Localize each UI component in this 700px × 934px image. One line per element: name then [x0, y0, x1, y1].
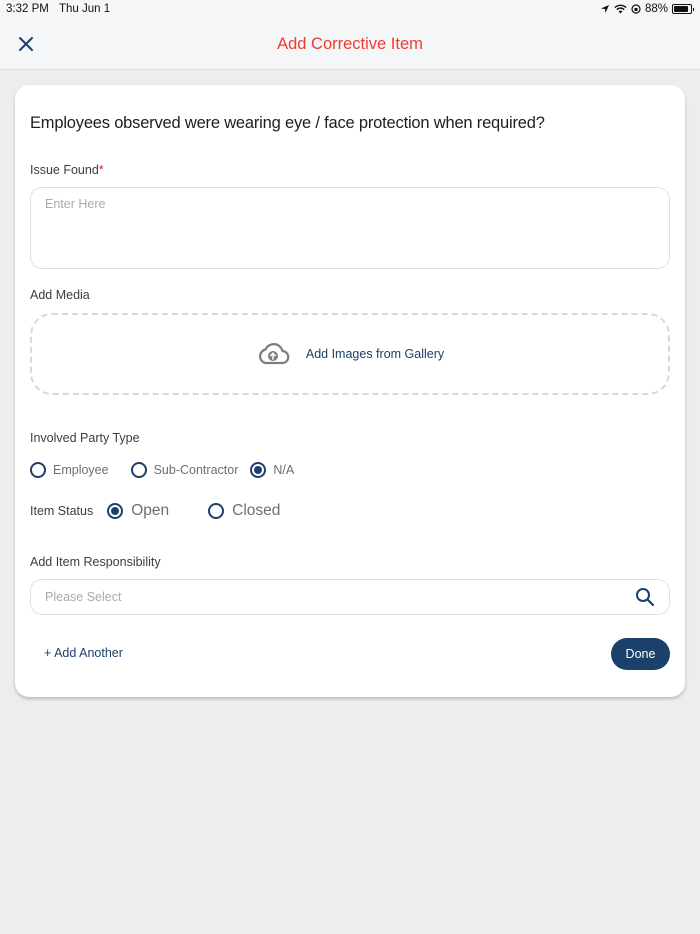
status-indicators	[600, 3, 692, 15]
responsibility-placeholder: Please Select	[45, 590, 122, 604]
status-bar	[0, 0, 700, 20]
radio-employee[interactable]	[30, 462, 109, 478]
radio-circle-icon	[30, 462, 46, 478]
issue-found-input[interactable]	[30, 187, 670, 269]
radio-na[interactable]	[250, 462, 294, 478]
header-bar	[0, 20, 700, 70]
radio-open[interactable]	[107, 502, 169, 520]
radio-checked-icon	[250, 462, 266, 478]
radio-checked-icon	[107, 503, 123, 519]
battery-icon	[672, 4, 692, 14]
location-icon	[600, 4, 610, 14]
status-date: Thu Jun 1	[59, 3, 111, 15]
add-another-button[interactable]: + Add Another	[44, 646, 123, 660]
radio-na-label: N/A	[273, 463, 295, 477]
add-images-label: Add Images from Gallery	[305, 347, 445, 361]
radio-open-label: Open	[131, 502, 170, 519]
radio-circle-icon	[208, 503, 224, 519]
radio-sub-contractor-label: Sub-Contractor	[153, 463, 239, 477]
corrective-item-card	[15, 85, 685, 697]
item-status-label: Item Status	[30, 504, 94, 518]
radio-employee-label: Employee	[53, 463, 109, 477]
cloud-upload-icon	[256, 342, 290, 366]
orientation-lock-icon	[631, 4, 641, 14]
required-marker: *	[98, 163, 104, 177]
item-status-row	[30, 502, 280, 520]
wifi-icon	[614, 4, 627, 14]
radio-sub-contractor[interactable]	[131, 462, 239, 478]
involved-party-label: Involved Party Type	[30, 431, 140, 445]
status-time: 3:32 PM	[6, 3, 49, 15]
page-title: Add Corrective Item	[277, 35, 423, 53]
issue-found-label-text: Issue Found	[30, 163, 99, 177]
involved-party-radio-group	[30, 462, 294, 478]
radio-circle-icon	[131, 462, 147, 478]
radio-closed-label: Closed	[232, 502, 281, 519]
add-images-dropzone[interactable]	[30, 313, 670, 395]
issue-found-label	[30, 163, 104, 177]
add-media-label: Add Media	[30, 288, 90, 302]
done-button[interactable]: Done	[611, 638, 670, 670]
search-icon[interactable]	[635, 587, 655, 607]
responsibility-select[interactable]	[30, 579, 670, 615]
battery-percent: 88%	[644, 3, 668, 15]
question-text: Employees observed were wearing eye / face protection when required?	[30, 114, 545, 132]
radio-closed[interactable]	[208, 502, 280, 520]
responsibility-label: Add Item Responsibility	[30, 555, 161, 569]
